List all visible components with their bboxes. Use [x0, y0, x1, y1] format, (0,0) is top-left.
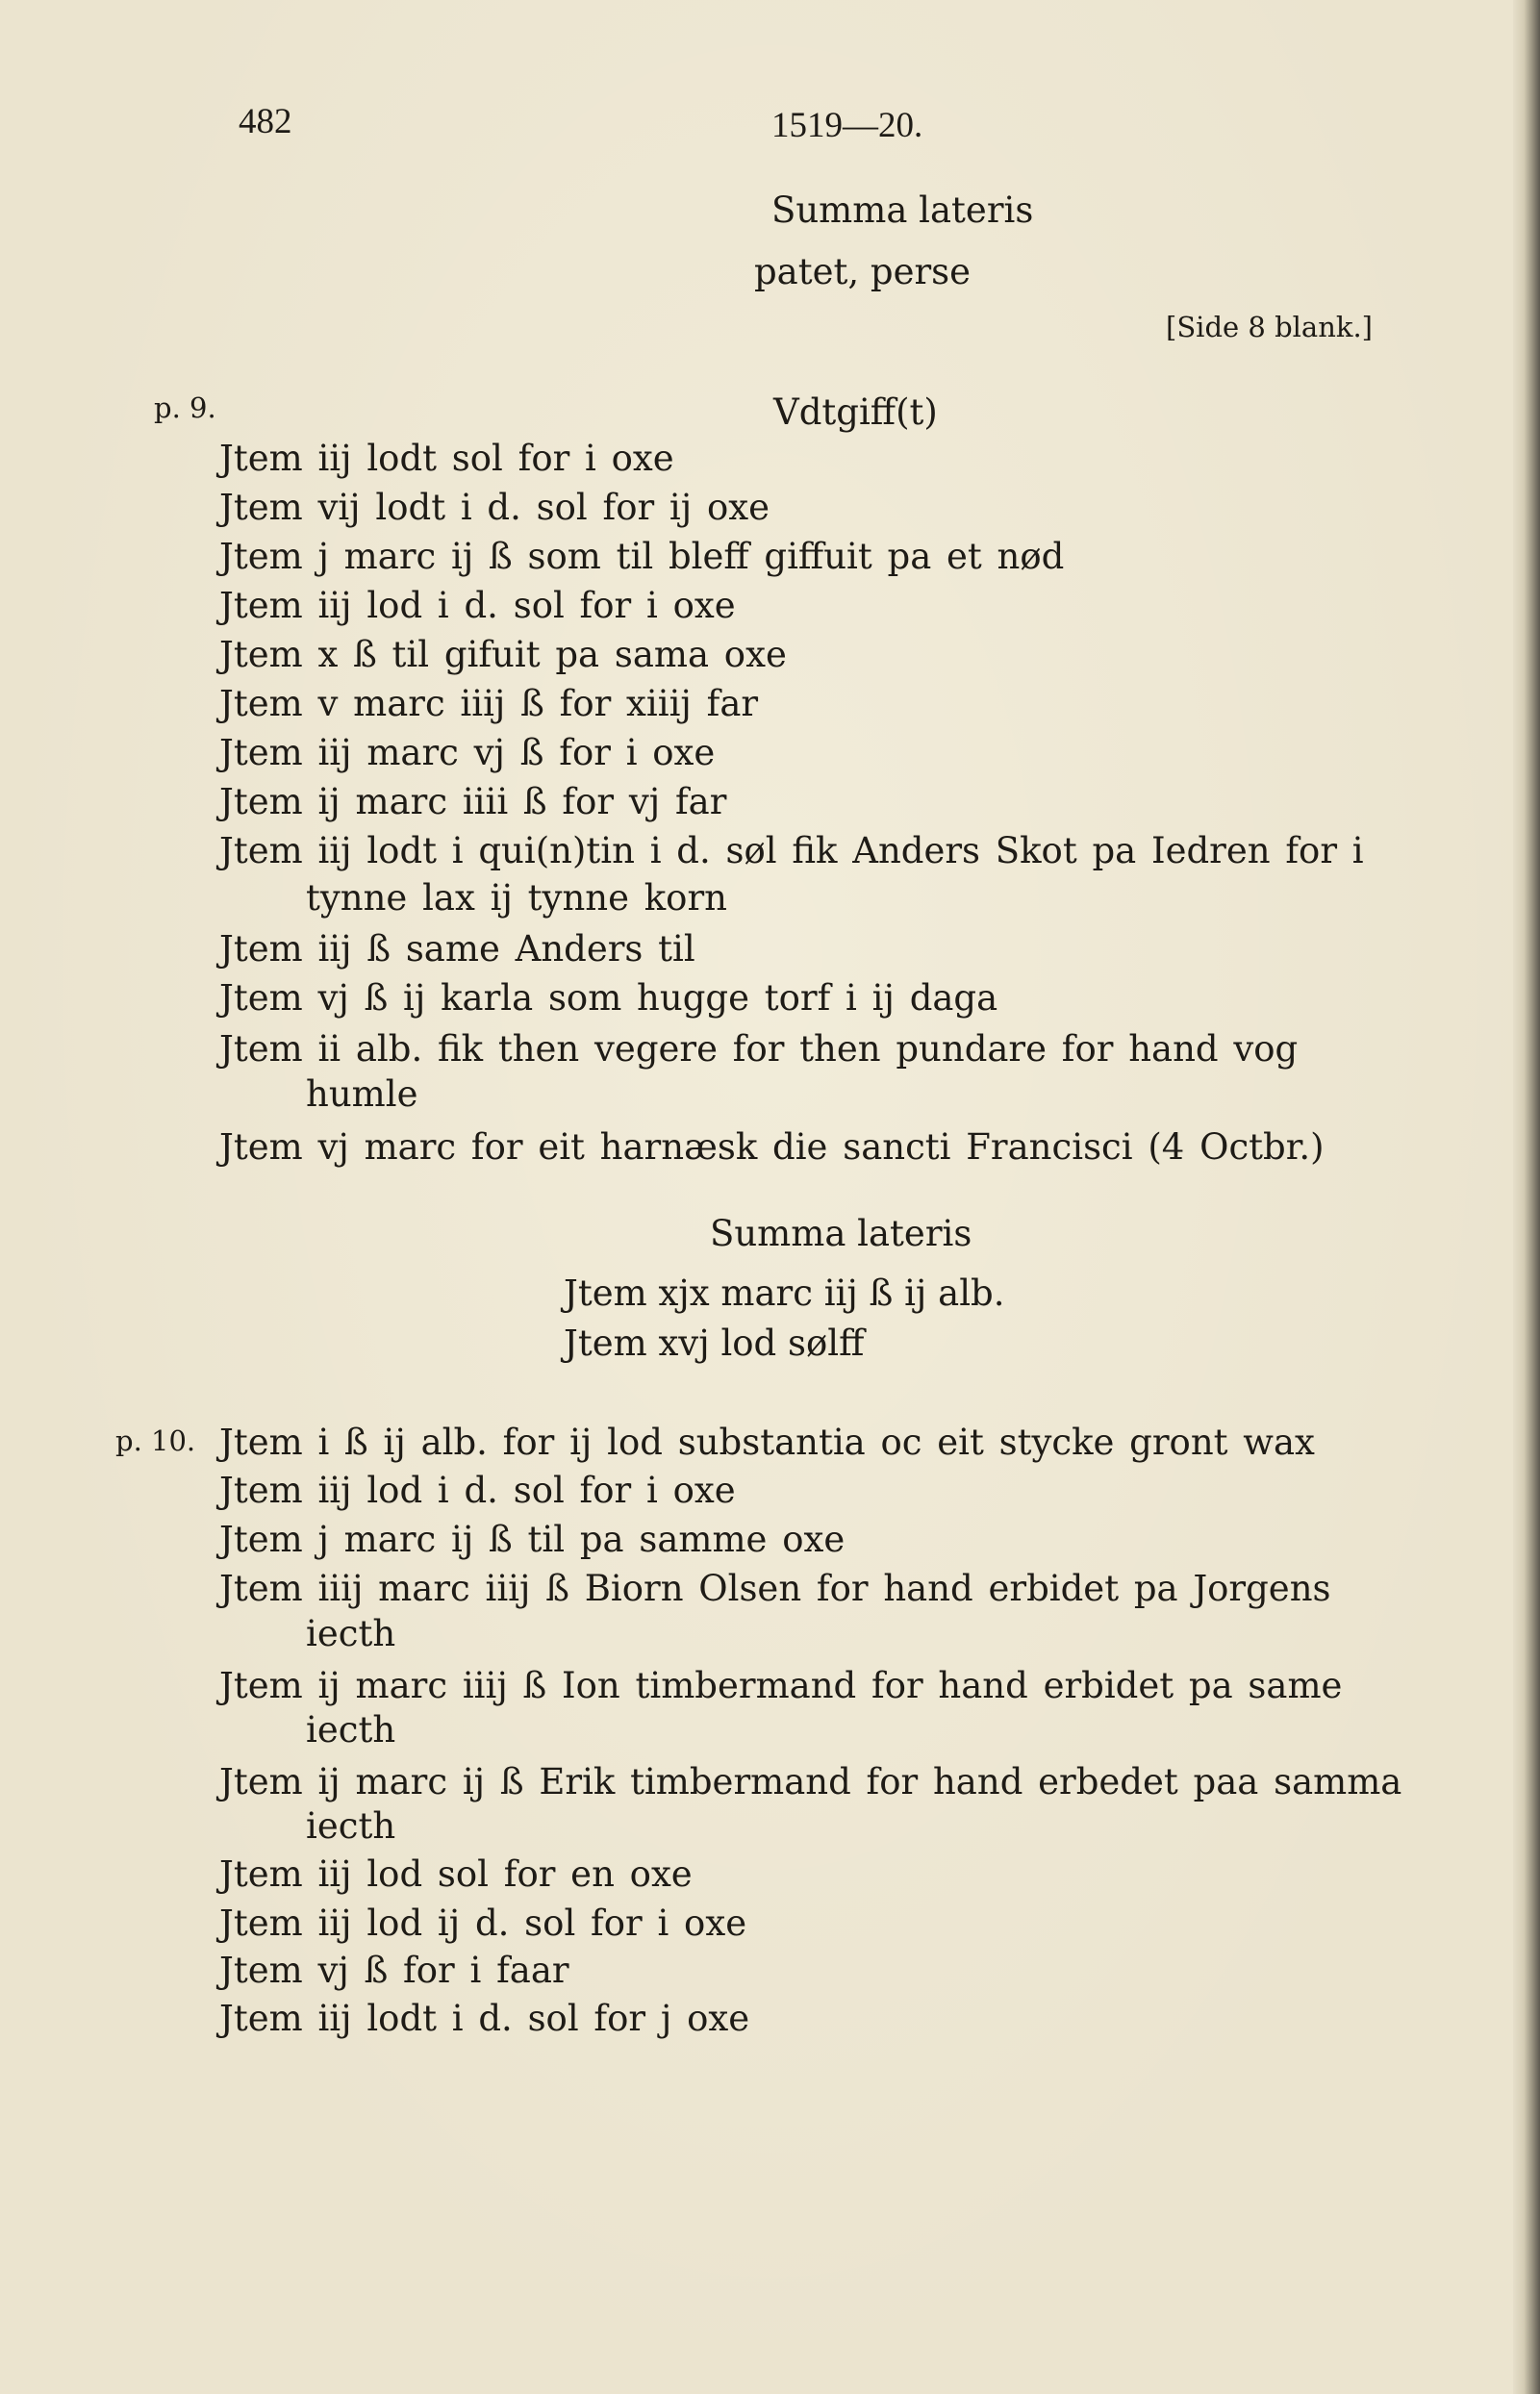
- section-title-vdtgifft: Vdtgiff(t): [773, 391, 938, 433]
- entry-text: tynne lax ij tynne korn: [306, 877, 727, 919]
- entry-text: Jtem vj ß ij karla som hugge torf i ij daga: [219, 977, 998, 1019]
- ledger-entry: [219, 1662, 1475, 1709]
- ledger-entry-continuation: [219, 874, 1475, 921]
- entry-text: Jtem iij marc vj ß for i oxe: [219, 732, 716, 773]
- entry-text: humle: [306, 1073, 418, 1115]
- ledger-entry: [219, 582, 1475, 629]
- entry-text: Jtem j marc ij ß til pa samme oxe: [219, 1519, 846, 1560]
- ledger-entry: [219, 1419, 1475, 1466]
- ledger-entry: [219, 1995, 1475, 2042]
- ledger-entry: [219, 533, 1475, 580]
- ledger-entry-continuation: [219, 1610, 1475, 1657]
- ledger-entry: [219, 680, 1475, 727]
- entry-text: Jtem iij lodt i d. sol for j oxe: [219, 1998, 750, 2039]
- ledger-entry-continuation: [219, 1802, 1475, 1850]
- entry-text: Jtem iij lod i d. sol for i oxe: [219, 1470, 736, 1511]
- year-range: 1519—20.: [771, 106, 923, 145]
- entry-text: Jtem iiij marc iiij ß Biorn Olsen for hand erbidet pa Jorgens: [219, 1568, 1331, 1609]
- ledger-entry: [219, 1516, 1475, 1563]
- ledger-entry: [219, 1947, 1475, 1994]
- ledger-entry-continuation: [219, 1071, 1475, 1118]
- ledger-entry: [219, 729, 1475, 776]
- ledger-entry: [219, 827, 1475, 874]
- entry-text: Jtem ij marc iiij ß Ion timbermand for hand erbidet pa same: [219, 1665, 1343, 1706]
- ledger-entry: [219, 925, 1475, 972]
- ledger-entry: [219, 974, 1475, 1021]
- side-blank-note: [Side 8 blank.]: [1166, 311, 1373, 343]
- summa-total-line: Jtem xjx marc iij ß ij alb.: [564, 1273, 1005, 1314]
- entry-text: Jtem vj ß for i faar: [219, 1950, 569, 1991]
- summa-silver-line: Jtem xvj lod sølff: [564, 1323, 865, 1364]
- entry-text: Jtem ii alb. fik then vegere for then pundare for hand vog: [219, 1028, 1299, 1070]
- entry-text: Jtem ij marc iiii ß for vj far: [219, 781, 727, 822]
- entry-text: Jtem v marc iiij ß for xiiij far: [219, 683, 759, 724]
- entry-text: Jtem vij lodt i d. sol for ij oxe: [219, 487, 770, 528]
- book-edge-shadow: [1513, 0, 1540, 2394]
- ledger-entry: [219, 778, 1475, 825]
- entry-text: Jtem iij lod i d. sol for i oxe: [219, 585, 736, 626]
- summa-lateris-heading: Summa lateris: [771, 189, 1034, 231]
- entry-text: Jtem ij marc ij ß Erik timbermand for hand erbedet paa samma: [219, 1761, 1402, 1802]
- entry-text: Jtem iij ß same Anders til: [219, 928, 695, 970]
- page-ref-p9: p. 9.: [154, 391, 216, 424]
- ledger-entry: [219, 1025, 1475, 1072]
- entry-text: iecth: [306, 1613, 396, 1654]
- ledger-entry-continuation: [219, 1706, 1475, 1753]
- entry-text: Jtem i ß ij alb. for ij lod substantia oc eit stycke gront wax: [219, 1422, 1315, 1463]
- entry-text: Jtem vj marc for eit harnæsk die sancti Francisci (4 Octbr.): [219, 1126, 1325, 1168]
- entry-text: Jtem iij lod sol for en oxe: [219, 1853, 693, 1895]
- entry-text: Jtem x ß til gifuit pa sama oxe: [219, 634, 787, 675]
- ledger-entry: [219, 1565, 1475, 1612]
- entry-text: Jtem iij lodt sol for i oxe: [219, 438, 674, 479]
- entry-text: Jtem j marc ij ß som til bleff giffuit pa et nød: [219, 536, 1065, 577]
- entry-text: Jtem iij lod ij d. sol for i oxe: [219, 1903, 747, 1944]
- entry-text: iecth: [306, 1805, 396, 1847]
- page-ref-p10: p. 10.: [115, 1424, 196, 1457]
- ledger-entry: [219, 1900, 1475, 1947]
- ledger-entry: [219, 1123, 1475, 1171]
- ledger-entry: [219, 1851, 1475, 1898]
- patet-perse-line: patet, perse: [754, 251, 972, 292]
- entry-text: Jtem iij lodt i qui(n)tin i d. søl fik Anders Skot pa Iedren for i: [219, 830, 1364, 871]
- ledger-entry: [219, 484, 1475, 531]
- page-number: 482: [239, 102, 292, 141]
- summa-lateris-heading-2: Summa lateris: [710, 1213, 972, 1254]
- entry-text: iecth: [306, 1709, 396, 1751]
- ledger-entry: [219, 1467, 1475, 1514]
- ledger-entry: [219, 1758, 1475, 1805]
- ledger-entry: [219, 631, 1475, 678]
- ledger-entry: [219, 435, 1475, 482]
